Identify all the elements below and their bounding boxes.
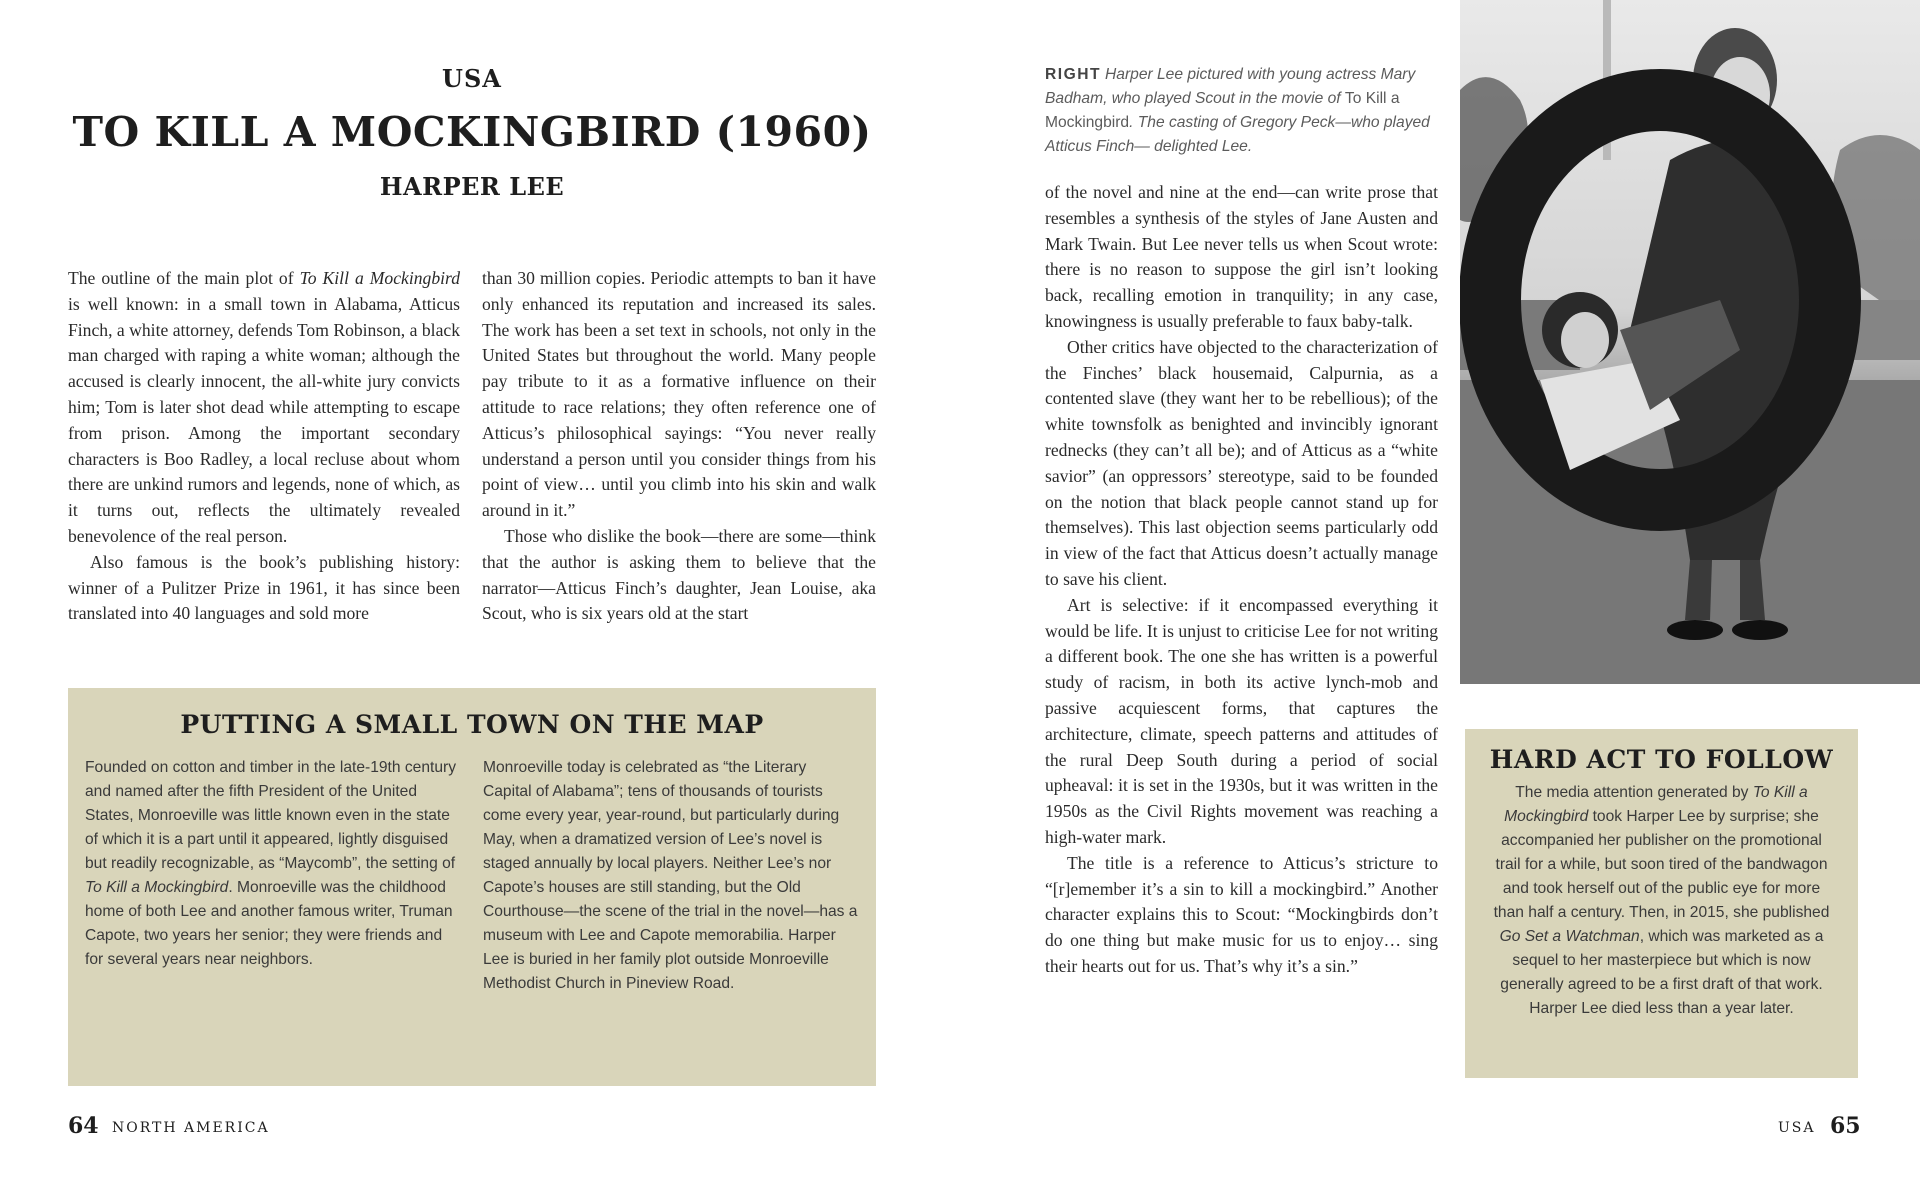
page-title: TO KILL A MOCKINGBIRD (1960) bbox=[72, 108, 872, 156]
photo-harper-lee-tire-swing bbox=[1460, 0, 1920, 684]
sidebar-title: HARD ACT TO FOLLOW bbox=[1489, 745, 1834, 774]
paragraph: of the novel and nine at the end—can write prose that resembles a synthesis of the styles of Jane Austen and Mark Twain. But Lee never tells us when Scout wrote: there is no reason to suppose the girl isn’t looking back, recalling emotion in tranquility; in any case, knowingness is usually preferable to faux baby-talk. bbox=[1045, 182, 1438, 331]
paragraph: The title is a reference to Atticus’s stricture to “[r]emember it’s a sin to kill a mockingbird.” Another character explains this to Scout: “Mockingbirds don’t do one thing but make music for us to enjoy… sing their hearts out for us. That’s why it’s a sin.” bbox=[1045, 852, 1438, 976]
paragraph: Other critics have objected to the characterization of the Finches’ black housemaid, Calpurnia, as a contented slave (they want her to be rebellious); of the white townsfolk as benighted and invincibly ignorant rednecks (they can’t all be); and of Atticus as a “white savior” (an oppressors’ stereotype, said to be founded on the notion that black people cannot stand up for themselves). This last objection seems particularly odd in view of the fact that Atticus doesn’t actually manage to save his client. bbox=[1045, 336, 1438, 589]
sidebar-small-town bbox=[68, 688, 876, 1086]
body-column-1 bbox=[68, 266, 460, 627]
paragraph: Art is selective: if it encompassed everything it would be life. It is unjust to criticise Lee for not writing a different book. The one she has written is a powerful study of racism, in both its active lynch-mob and passive acquiescent forms, that captures the architecture, climate, speech patterns and attitudes of the rural Deep South during a period of social upheaval: it is set in the 1930s, but it was written in the 1950s as the Civil Rights movement was reaching a high-water mark. bbox=[1045, 594, 1438, 847]
sidebar-column-1: Founded on cotton and timber in the late-19th century and named after the fifth President of the United States, Monroeville was little known even in the state of which it is a part until it appeared, lightly disguised but readily recognizable, as “Maycomb”, the setting of To Kill a Mockingbird. Monroeville was the childhood home of both Lee and another famous writer, Truman Capote, two years her senior; they were friends and for several years near neighbors. bbox=[85, 759, 457, 968]
author-name: HARPER LEE bbox=[379, 172, 565, 201]
sidebar-column-2: Monroeville today is celebrated as “the Literary Capital of Alabama”; tens of thousands of tourists come every year, year-round, but particularly during May, when a dramatized version of Lee’s novel is staged annually by local players. Neither Lee’s nor Capote’s houses are still standing, but the Old Courthouse—the scene of the trial in the novel—has a museum with Lee and Capote memorabilia. Harper Lee is buried in her family plot outside Monroeville Methodist Church in Pineview Road. bbox=[483, 759, 858, 992]
page-number-left: 64 bbox=[68, 1113, 99, 1139]
paragraph: The outline of the main plot of To Kill a Mockingbird is well known: in a small town in Alabama, Atticus Finch, a white attorney, defends Tom Robinson, a black man charged with raping a white woman; although the accused is clearly innocent, the all-white jury convicts him; Tom is later shot dead while attempting to escape from prison. Among the important secondary characters is Boo Radley, a local recluse about whom there are unkind rumors and legends, none of which, as it turns out, reflects the ultimately revealed benevolence of the real person. bbox=[68, 268, 460, 546]
running-head-right: USA bbox=[1778, 1120, 1816, 1136]
paragraph: than 30 million copies. Periodic attempts to ban it have only enhanced its reputation and increased its sales. The work has been a set text in schools, not only in the United States but throughout the world. Many people pay tribute to it as a formative influence on their attitude to race relations; they often reference one of Atticus’s philosophical sayings: “You never really understand a person until you consider things from his point of view… until you climb into his skin and walk around in it.” bbox=[482, 268, 876, 521]
book-title: To Kill a Mockingbird bbox=[299, 268, 460, 288]
running-head-left: NORTH AMERICA bbox=[112, 1120, 270, 1136]
body-column-2 bbox=[482, 266, 876, 627]
sidebar-text: The media attention generated by To Kill a Mockingbird took Harper Lee by surprise; she accompanied her publisher on the promotional trail for a while, but soon tired of the bandwagon and took herself out of the public eye for more than half a century. Then, in 2015, she published Go Set a Watchman, which was marketed as a sequel to her masterpiece but which is now generally agreed to be a first draft of that work. Harper Lee died less than a year later. bbox=[1493, 784, 1830, 1017]
page-number-right: 65 bbox=[1830, 1113, 1861, 1139]
paragraph: Also famous is the book’s publishing history: winner of a Pulitzer Prize in 1961, it has since been translated into 40 languages and sold more bbox=[68, 551, 460, 624]
photo-caption: RIGHT Harper Lee pictured with young actress Mary Badham, who played Scout in the movie of To Kill a Mockingbird. The casting of Gregory Peck—who played Atticus Finch— delighted Lee. bbox=[1045, 66, 1430, 155]
caption-label: RIGHT bbox=[1045, 66, 1102, 83]
paragraph: Those who dislike the book—there are some—think that the author is asking them to believe that the narrator—Atticus Finch’s daughter, Jean Louise, aka Scout, who is six years old at the start bbox=[482, 525, 876, 624]
sidebar-title: PUTTING A SMALL TOWN ON THE MAP bbox=[180, 710, 764, 739]
body-column-3 bbox=[1045, 180, 1438, 980]
sidebar-hard-act bbox=[1465, 729, 1858, 1078]
section-label: USA bbox=[442, 64, 502, 93]
